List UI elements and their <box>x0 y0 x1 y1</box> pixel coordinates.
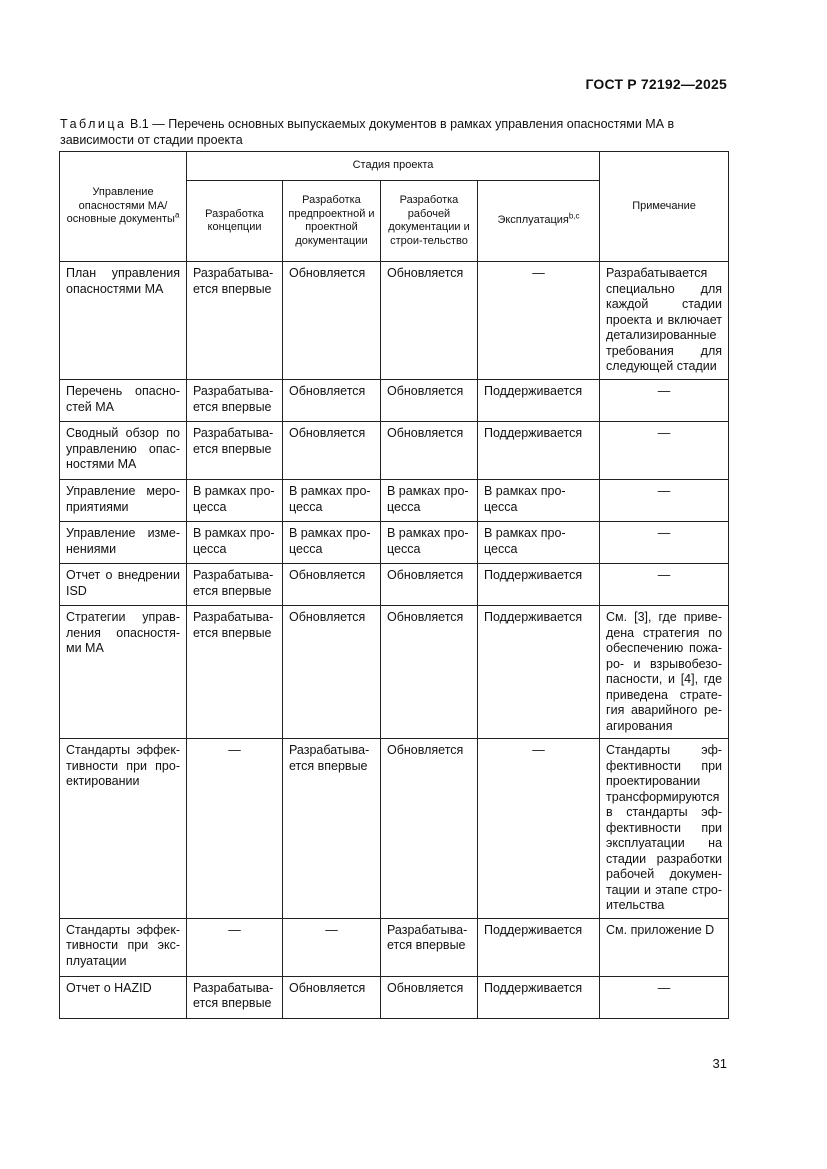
table-cell: — <box>600 522 729 564</box>
table-cell: — <box>478 739 600 919</box>
table-cell: Стандарты эф-фективности при проектировании трансформируются в стандарты эф-фективности при эксплуатации на стадии разработки рабочей докумен-тации и этапе стро-ительства <box>600 739 729 919</box>
table-cell: Стандарты эффек-тивности при экс-плуатации <box>60 918 187 976</box>
header-note: Примечание <box>600 152 729 262</box>
table-cell: — <box>187 918 283 976</box>
header-stage-group: Стадия проекта <box>187 152 600 181</box>
table-cell: Разрабатыва-ется впервые <box>283 739 381 919</box>
table-cell: Разрабатывается специально для каждой стадии проекта и включает детализированные требования для следующей стадии <box>600 262 729 380</box>
table-cell: Обновляется <box>283 262 381 380</box>
table-cell: Обновляется <box>283 422 381 480</box>
table-row <box>60 739 729 919</box>
table-cell: В рамках про-цесса <box>381 480 478 522</box>
table-cell: Разрабатыва-ется впервые <box>187 262 283 380</box>
table-row <box>60 380 729 422</box>
table-cell: — <box>600 380 729 422</box>
page-number: 31 <box>712 1056 727 1071</box>
table-cell: Обновляется <box>381 606 478 739</box>
table-cell: — <box>478 262 600 380</box>
table-cell: В рамках про-цесса <box>283 480 381 522</box>
table-cell: Поддерживается <box>478 976 600 1018</box>
table-caption-label: Таблица <box>60 117 127 131</box>
header-stage-concept: Разработка концепции <box>187 181 283 262</box>
table-cell: См. [3], где приве-дена стратегия по обеспечению пожа-ро- и взрывобезо-пасности, и [4], где приведена страте-гия аварийного ре-агирования <box>600 606 729 739</box>
table-cell: В рамках про-цесса <box>478 480 600 522</box>
table-cell: В рамках про-цесса <box>187 522 283 564</box>
table-cell: Разрабатыва-ется впервые <box>187 422 283 480</box>
table-cell: План управления опасностями МА <box>60 262 187 380</box>
table-cell: — <box>600 564 729 606</box>
table-row <box>60 918 729 976</box>
table-cell: Управление изме-нениями <box>60 522 187 564</box>
table-row <box>60 564 729 606</box>
table-cell: Обновляется <box>283 606 381 739</box>
table-row <box>60 976 729 1018</box>
table-cell: Управление меро-приятиями <box>60 480 187 522</box>
table-row <box>60 262 729 380</box>
table-cell: — <box>187 739 283 919</box>
table-cell: Поддерживается <box>478 564 600 606</box>
table-cell: В рамках про-цесса <box>381 522 478 564</box>
table-cell: — <box>600 976 729 1018</box>
table-row <box>60 422 729 480</box>
table-cell: Перечень опасно-стей МА <box>60 380 187 422</box>
table-caption <box>60 116 740 148</box>
table-cell: Обновляется <box>381 976 478 1018</box>
table-cell: Обновляется <box>381 564 478 606</box>
table-body <box>60 262 729 1019</box>
table-cell: Разрабатыва-ется впервые <box>187 606 283 739</box>
table-cell: Разрабатыва-ется впервые <box>187 380 283 422</box>
table-cell: Обновляется <box>381 380 478 422</box>
table-cell: Обновляется <box>381 422 478 480</box>
table-cell: Обновляется <box>283 564 381 606</box>
table-cell: Разрабатыва-ется впервые <box>187 564 283 606</box>
table-cell: — <box>600 480 729 522</box>
table-cell: Сводный обзор по управлению опас-ностями МА <box>60 422 187 480</box>
table-cell: Разрабатыва-ется впервые <box>187 976 283 1018</box>
table-cell: Разрабатыва-ется впервые <box>381 918 478 976</box>
header-stage-operation: Эксплуатация$^{b,c}$ <box>478 181 600 262</box>
table-caption-text: В.1 — Перечень основных выпускаемых документов в рамках управления опасностями МА в зависимости от стадии проекта <box>60 117 675 147</box>
table-cell: В рамках про-цесса <box>187 480 283 522</box>
table-row <box>60 606 729 739</box>
table-cell: См. приложение D <box>600 918 729 976</box>
table-cell: Стратегии управ-ления опасностя-ми МА <box>60 606 187 739</box>
table-cell: В рамках про-цесса <box>478 522 600 564</box>
table-cell: В рамках про-цесса <box>283 522 381 564</box>
table-row <box>60 522 729 564</box>
table-cell: Поддерживается <box>478 380 600 422</box>
document-code: ГОСТ Р 72192—2025 <box>585 76 727 92</box>
table-cell: Обновляется <box>381 739 478 919</box>
table-cell: Отчет о HAZID <box>60 976 187 1018</box>
documents-table <box>59 151 729 1019</box>
table-cell: Поддерживается <box>478 918 600 976</box>
table-cell: Поддерживается <box>478 606 600 739</box>
table-cell: Обновляется <box>283 976 381 1018</box>
header-stage-construction: Разработка рабочей документации и строи-тельство <box>381 181 478 262</box>
table-cell: — <box>283 918 381 976</box>
table-cell: Обновляется <box>283 380 381 422</box>
table-cell: Отчет о внедрении ISD <box>60 564 187 606</box>
table-cell: Стандарты эффек-тивности при про-ектировании <box>60 739 187 919</box>
table-cell: — <box>600 422 729 480</box>
header-stage-design: Разработка предпроектной и проектной документации <box>283 181 381 262</box>
table-cell: Поддерживается <box>478 422 600 480</box>
header-documents: Управление опасностями МА/основные документы$^а$ <box>60 152 187 262</box>
table-cell: Обновляется <box>381 262 478 380</box>
table-row <box>60 480 729 522</box>
